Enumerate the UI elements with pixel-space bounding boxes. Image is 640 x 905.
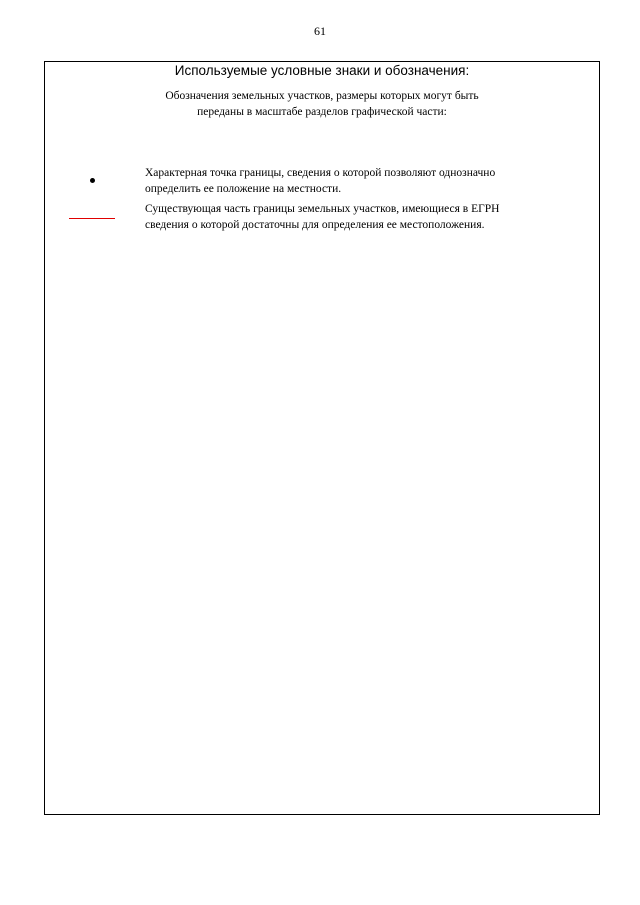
- point-marker-icon: [90, 178, 95, 183]
- legend-item-text-line: Существующая часть границы земельных участков, имеющиеся в ЕГРН: [145, 203, 500, 215]
- legend-item-text-line: Характерная точка границы, сведения о которой позволяют однозначно: [145, 167, 496, 179]
- legend-item-text-line: сведения о которой достаточны для определения ее местоположения.: [145, 219, 485, 231]
- legend-frame: [44, 61, 600, 815]
- legend-subtitle-line: Обозначения земельных участков, размеры которых могут быть: [165, 90, 479, 102]
- legend-title: Используемые условные знаки и обозначения:: [174, 63, 470, 78]
- legend-subtitle: [45, 88, 599, 120]
- legend-item-description: [145, 165, 565, 197]
- legend-item-text-line: определить ее положение на местности.: [145, 183, 342, 195]
- legend-subtitle-line: переданы в масштабе разделов графической части:: [197, 106, 447, 118]
- red-line-icon: [69, 218, 115, 219]
- legend-item-description: [145, 201, 565, 233]
- page-number: 61: [314, 24, 326, 38]
